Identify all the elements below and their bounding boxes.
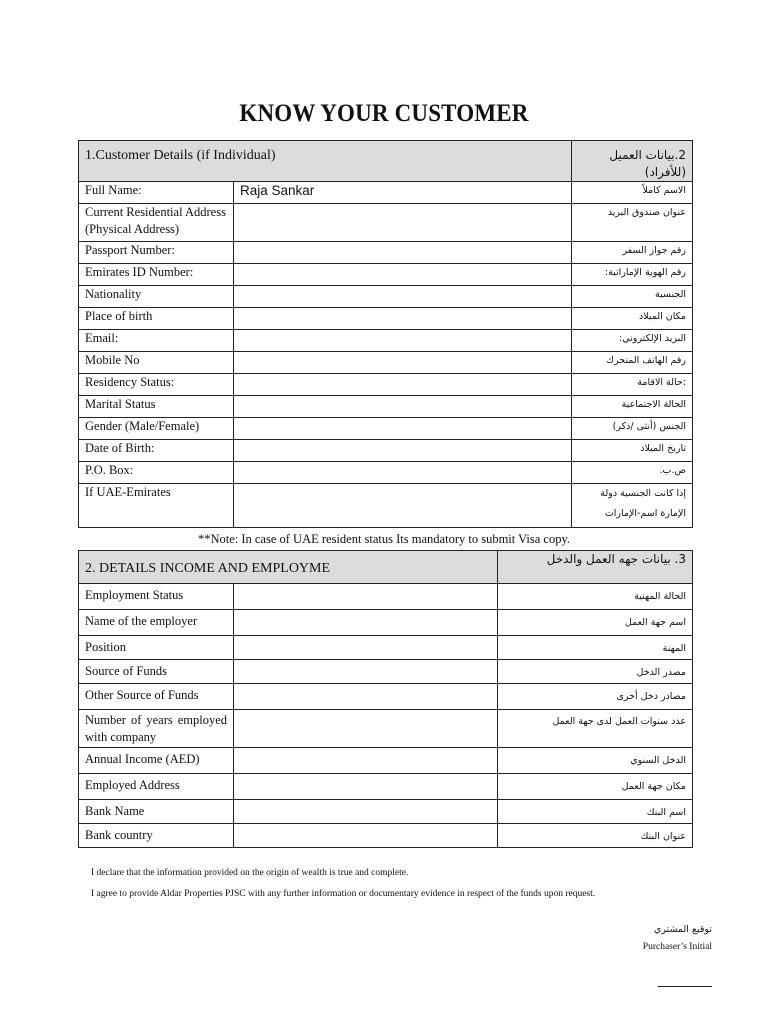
field-label-ar: اسم البنك bbox=[498, 800, 693, 824]
po-box-field[interactable] bbox=[234, 462, 572, 484]
field-label: Current Residential Address (Physical Address) bbox=[79, 204, 234, 242]
residency-status-field[interactable] bbox=[234, 374, 572, 396]
nationality-field[interactable] bbox=[234, 286, 572, 308]
field-label: If UAE-Emirates bbox=[79, 484, 234, 528]
field-label: Full Name: bbox=[79, 182, 234, 204]
field-label: Bank country bbox=[79, 824, 234, 848]
field-label-ar: إذا كانت الجنسية دولة الإمارة اسم-الإمارات bbox=[572, 484, 693, 528]
emirate-field[interactable] bbox=[234, 484, 572, 528]
field-label: Name of the employer bbox=[79, 610, 234, 636]
employment-status-field[interactable] bbox=[234, 584, 498, 610]
field-label-ar: البريد الإلكتروني: bbox=[572, 330, 693, 352]
table-row bbox=[79, 710, 693, 748]
field-label-ar: تاريخ الميلاد bbox=[572, 440, 693, 462]
field-label-ar: عنوان البنك bbox=[498, 824, 693, 848]
mobile-field[interactable] bbox=[234, 352, 572, 374]
table-row bbox=[79, 286, 693, 308]
table-row bbox=[79, 462, 693, 484]
field-label-ar: الدخل السنوي bbox=[498, 748, 693, 774]
customer-details-table bbox=[78, 140, 693, 528]
source-of-funds-field[interactable] bbox=[234, 660, 498, 684]
field-label-ar: مصادر دخل أخرى bbox=[498, 684, 693, 710]
field-label: Emirates ID Number: bbox=[79, 264, 234, 286]
table-row bbox=[79, 308, 693, 330]
declaration-line: I declare that the information provided on the origin of wealth is true and complete. bbox=[91, 868, 409, 878]
bank-name-field[interactable] bbox=[234, 800, 498, 824]
field-label: Passport Number: bbox=[79, 242, 234, 264]
section1-title-ar: 2.بيانات العميل (للأفراد) bbox=[572, 141, 693, 182]
gender-field[interactable] bbox=[234, 418, 572, 440]
table-row bbox=[79, 800, 693, 824]
address-field[interactable] bbox=[234, 204, 572, 242]
signature-label: Purchaser’s Initial bbox=[642, 942, 712, 952]
table-row bbox=[79, 684, 693, 710]
field-label-ar: المهنة bbox=[498, 636, 693, 660]
field-label-ar: رقم الهوية الإماراتية: bbox=[572, 264, 693, 286]
income-employment-table bbox=[78, 550, 693, 848]
field-label: Place of birth bbox=[79, 308, 234, 330]
field-label: Position bbox=[79, 636, 234, 660]
field-label-ar: الاسم كاملاً bbox=[572, 182, 693, 204]
bank-country-field[interactable] bbox=[234, 824, 498, 848]
field-label-ar: رقم الهاتف المتحرك bbox=[572, 352, 693, 374]
section2-header bbox=[79, 551, 693, 584]
date-of-birth-field[interactable] bbox=[234, 440, 572, 462]
field-label: Date of Birth: bbox=[79, 440, 234, 462]
field-label: P.O. Box: bbox=[79, 462, 234, 484]
full-name-field[interactable]: Raja Sankar bbox=[234, 182, 572, 204]
table-row bbox=[79, 774, 693, 800]
field-label: Other Source of Funds bbox=[79, 684, 234, 710]
field-label: Employed Address bbox=[79, 774, 234, 800]
passport-number-field[interactable] bbox=[234, 242, 572, 264]
field-label-ar: الحالة المهنية bbox=[498, 584, 693, 610]
field-label-ar: مصدر الدخل bbox=[498, 660, 693, 684]
signature-label-ar: توقيع المشتري bbox=[653, 924, 712, 935]
field-label: Email: bbox=[79, 330, 234, 352]
table-row bbox=[79, 610, 693, 636]
field-label: Marital Status bbox=[79, 396, 234, 418]
table-row bbox=[79, 824, 693, 848]
table-row bbox=[79, 484, 693, 528]
annual-income-field[interactable] bbox=[234, 748, 498, 774]
field-label: Gender (Male/Female) bbox=[79, 418, 234, 440]
signature-line[interactable] bbox=[658, 986, 712, 987]
declaration-line: I agree to provide Aldar Properties PJSC with any further information or documentary evidence in respect of the funds upon request. bbox=[91, 889, 596, 899]
table-row bbox=[79, 204, 693, 242]
position-field[interactable] bbox=[234, 636, 498, 660]
field-label-ar: عنوان صندوق البريد bbox=[572, 204, 693, 242]
field-label: Bank Name bbox=[79, 800, 234, 824]
field-label: Residency Status: bbox=[79, 374, 234, 396]
employer-name-field[interactable] bbox=[234, 610, 498, 636]
table-row bbox=[79, 330, 693, 352]
field-label: Mobile No bbox=[79, 352, 234, 374]
table-row bbox=[79, 396, 693, 418]
section1-header bbox=[79, 141, 693, 182]
marital-status-field[interactable] bbox=[234, 396, 572, 418]
years-employed-field[interactable] bbox=[234, 710, 498, 748]
table-row bbox=[79, 660, 693, 684]
field-label: Number of years employed with company bbox=[79, 710, 234, 748]
section2-title: 2. DETAILS INCOME AND EMPLOYME bbox=[85, 561, 331, 576]
field-label-ar: مكان الميلاد bbox=[572, 308, 693, 330]
table-row bbox=[79, 264, 693, 286]
field-label: Annual Income (AED) bbox=[79, 748, 234, 774]
section1-title: 1.Customer Details (if Individual) bbox=[85, 148, 276, 163]
table-row bbox=[79, 182, 693, 204]
section2-title-ar: 3. بيانات جهه العمل والدخل bbox=[498, 551, 693, 584]
table-row bbox=[79, 748, 693, 774]
emirates-id-field[interactable] bbox=[234, 264, 572, 286]
field-label: Source of Funds bbox=[79, 660, 234, 684]
table-row bbox=[79, 374, 693, 396]
field-label-ar: مكان جهة العمل bbox=[498, 774, 693, 800]
table-row bbox=[79, 584, 693, 610]
table-row bbox=[79, 418, 693, 440]
table-row bbox=[79, 440, 693, 462]
field-label-ar: :حالة الاقامة bbox=[572, 374, 693, 396]
employed-address-field[interactable] bbox=[234, 774, 498, 800]
field-label: Nationality bbox=[79, 286, 234, 308]
field-label-ar: عدد سنوات العمل لدى جهة العمل bbox=[498, 710, 693, 748]
field-label-ar: رقم جواز السفر bbox=[572, 242, 693, 264]
field-label-ar: ص.ب. bbox=[572, 462, 693, 484]
place-of-birth-field[interactable] bbox=[234, 308, 572, 330]
table-row bbox=[79, 352, 693, 374]
table-row bbox=[79, 242, 693, 264]
field-label-ar: الحالة الاجتماعية bbox=[572, 396, 693, 418]
visa-note: **Note: In case of UAE resident status Its mandatory to submit Visa copy. bbox=[197, 532, 571, 546]
email-field[interactable] bbox=[234, 330, 572, 352]
field-label-ar: الجنسية bbox=[572, 286, 693, 308]
table-row bbox=[79, 636, 693, 660]
field-label-ar: اسم جهة العمل bbox=[498, 610, 693, 636]
other-source-of-funds-field[interactable] bbox=[234, 684, 498, 710]
field-label: Employment Status bbox=[79, 584, 234, 610]
page-title: KNOW YOUR CUSTOMER bbox=[239, 100, 529, 127]
field-label-ar: الجنس (أنثى /ذكر) bbox=[572, 418, 693, 440]
